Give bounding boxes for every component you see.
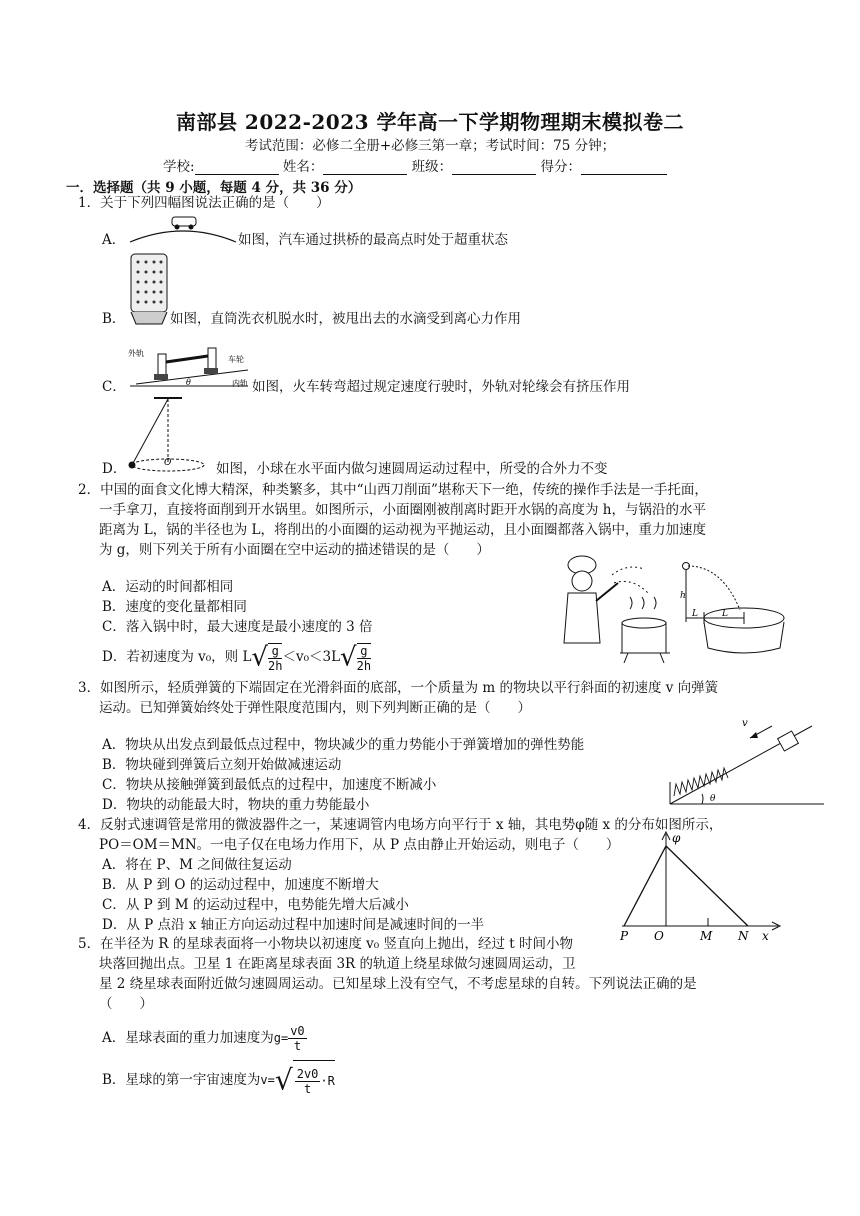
velocity-label: v [742, 718, 748, 729]
point-m-label: M [700, 929, 713, 943]
q5-b-fraction [295, 1067, 321, 1096]
q3-option-d: D．物块的动能最大时，物块的重力势能最小 [102, 797, 370, 813]
point-n-label: N [738, 929, 749, 943]
q5-stem-line3: 星 2 绕星球表面附近做匀速圆周运动。已知星球上没有空气，不考虑星球的自转。下列说法正确的是 [99, 976, 697, 992]
q5-stem-line2: 块落回抛出点。卫星 1 在距离星球表面 3R 的轨道上绕星球做匀速圆周运动，卫 [99, 956, 576, 972]
q5-b-tail: ·R [320, 1074, 335, 1088]
q2-option-d-mid: ＜v₀＜3L [282, 649, 341, 665]
q2-option-d [102, 640, 371, 675]
q1-option-d-label: D． [102, 461, 127, 477]
frac-numerator: v0 [290, 1024, 305, 1038]
q5-option-a [102, 1020, 307, 1056]
q2-option-c: C．落入锅中时，最大速度是最小速度的 3 倍 [102, 619, 373, 635]
q5-option-b-prefix: B．星球的第一宇宙速度为 [102, 1072, 261, 1088]
school-label: 学校: [163, 159, 195, 175]
washing-machine-drum-figure [128, 252, 170, 327]
incline-angle-label: θ [710, 794, 716, 804]
q2-stem-line2: 一手拿刀，直接将面削到开水锅里。如图所示，小面圈刚被削离时距开水锅的高度为 h，与锅沿的水平 [99, 502, 706, 518]
q2-option-a: A．运动的时间都相同 [102, 579, 234, 595]
q2-stem-line3: 距离为 L，锅的半径也为 L，将削出的小面圈的运动视为平抛运动，且小面圈都落入锅中，重力加速度 [99, 522, 707, 538]
frac-denominator: 2h [268, 658, 283, 673]
q3-stem-line1: 3．如图所示，轻质弹簧的下端固定在光滑斜面的底部，一个质量为 m 的物块以平行斜面的初速度 v 向弹簧 [78, 680, 719, 696]
frac-numerator: 2v0 [296, 1067, 319, 1081]
q4-option-c: C．从 P 到 M 的运动过程中，电势能先增大后减小 [102, 897, 409, 913]
frac-denominator: t [303, 1082, 312, 1096]
point-p-label: P [620, 929, 629, 943]
potential-graph-figure [616, 828, 786, 944]
q2-option-b: B．速度的变化量都相同 [102, 599, 247, 615]
q5-stem-line4: （ ） [99, 996, 153, 1012]
q5-a-fraction [288, 1024, 306, 1053]
distance-label-2: L [722, 609, 728, 619]
name-blank[interactable] [323, 160, 407, 175]
conical-pendulum-figure [124, 395, 216, 475]
frac-denominator: t [293, 1039, 302, 1053]
q2-stem-line1: 2．中国的面食文化博大精深，种类繁多，其中“山西刀削面”堪称天下一绝，传统的操作手法是一手托面， [78, 482, 708, 498]
q4-option-d: D．从 P 点沿 x 轴正方向运动过程中加速时间是减速时间的一半 [102, 917, 485, 933]
q4-option-b: B．从 P 到 O 的运动过程中，加速度不断增大 [102, 877, 379, 893]
incline-spring-figure [662, 712, 826, 808]
frac-denominator: 2h [356, 658, 372, 673]
q5-stem-line1: 5．在半径为 R 的星球表面将一小物块以初速度 v₀ 竖直向上抛出，经过 t 时间小物 [78, 936, 573, 952]
q5-b-radicand [293, 1060, 335, 1101]
q2-sqrt-frac-2 [357, 643, 371, 673]
score-blank[interactable] [581, 160, 667, 175]
frac-numerator: g [357, 644, 371, 659]
q3-option-c: C．物块从接触弹簧到最低点的过程中，加速度不断减小 [102, 777, 437, 793]
q5-a-g: g= [273, 1031, 289, 1045]
q3-option-b: B．物块碰到弹簧后立刻开始做减速运动 [102, 757, 342, 773]
sqrt-sign: √ [340, 642, 357, 673]
q2-option-d-prefix: D．若初速度为 v₀，则 L [102, 649, 252, 665]
q2-stem-line4: 为 g，则下列关于所有小面圈在空中运动的描述错误的是（ ） [99, 542, 490, 558]
sqrt-sign: √ [251, 642, 268, 673]
inner-rail-label: 内轨 [232, 379, 248, 388]
section-heading: 一．选择题（共 9 小题，每题 4 分，共 36 分） [66, 180, 362, 196]
score-label: 得分： [540, 159, 581, 175]
train-track-figure [128, 340, 250, 390]
height-label: h [680, 591, 686, 601]
circle-center-label: O [164, 458, 172, 468]
q4-stem-line1: 4．反射式速调管是常用的微波器件之一，某速调管内电场方向平行于 x 轴，其电势φ随 x 的分布如图所示， [78, 817, 723, 833]
student-info-line [163, 155, 667, 175]
chef-noodle-figure [552, 553, 670, 665]
q1-option-d-text: 如图，小球在水平面内做匀速圆周运动过程中，所受的合外力不变 [216, 461, 608, 477]
q5-option-b [102, 1060, 335, 1101]
class-label: 班级： [411, 159, 453, 175]
q1-option-a-text: 如图，汽车通过拱桥的最高点时处于超重状态 [238, 232, 508, 248]
q2-sqrt-frac-1 [268, 643, 282, 673]
frac-numerator: g [268, 644, 282, 659]
q4-stem-line2: PO＝OM＝MN。一电子仅在电场力作用下，从 P 点由静止开始运动，则电子（ ） [99, 837, 620, 853]
x-axis-label: x [762, 929, 769, 943]
q5-b-v: v= [260, 1073, 275, 1087]
q1-stem: 1．关于下列四幅图说法正确的是（ ） [78, 195, 330, 211]
arch-bridge-car-figure [128, 214, 238, 244]
q1-option-b-label: B． [102, 311, 126, 327]
q3-stem-line2: 运动。已知弹簧始终处于弹性限度范围内，则下列判断正确的是（ ） [99, 700, 531, 716]
exam-scope: 考试范围：必修二全册+必修三第一章；考试时间：75 分钟； [244, 138, 616, 154]
wheel-label: 车轮 [228, 355, 244, 364]
q1-option-c-text: 如图，火车转弯超过规定速度行驶时，外轨对轮缘会有挤压作用 [252, 379, 630, 395]
q4-option-a: A．将在 P、M 之间做往复运动 [102, 857, 292, 873]
point-o-label: O [654, 929, 664, 943]
class-blank[interactable] [452, 160, 536, 175]
phi-axis-label: φ [672, 831, 681, 845]
sqrt-sign: √ [274, 1063, 293, 1097]
q3-option-a: A．物块从出发点到最低点过程中，物块减少的重力势能小于弹簧增加的弹性势能 [102, 737, 585, 753]
q1-option-b-text: 如图，直筒洗衣机脱水时，被甩出去的水滴受到离心力作用 [170, 311, 521, 327]
track-angle-label: θ [186, 378, 191, 387]
q1-option-a-label: A． [102, 232, 126, 248]
noodle-trajectory-figure [678, 560, 790, 658]
q1-option-c-label: C． [102, 379, 126, 395]
page-title: 南部县 2022-2023 学年高一下学期物理期末模拟卷二 [175, 110, 685, 134]
outer-rail-label: 外轨 [128, 349, 144, 358]
q5-option-a-prefix: A．星球表面的重力加速度为 [102, 1030, 274, 1046]
name-label: 姓名： [282, 159, 324, 175]
distance-label-1: L [692, 609, 698, 619]
school-blank[interactable] [195, 160, 279, 175]
